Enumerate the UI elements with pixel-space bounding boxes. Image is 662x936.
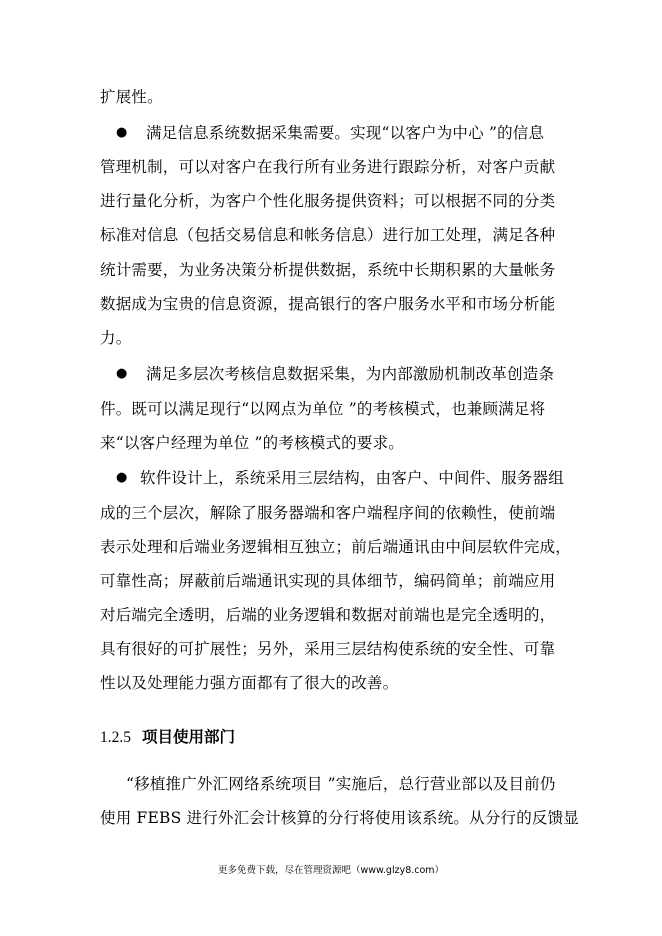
text-line: 表示处理和后端业务逻辑相互独立；前后端通讯由中间层软件完成，: [100, 538, 572, 556]
text-line: 统计需要，为业务决策分析提供数据，系统中长期积累的大量帐务: [100, 261, 556, 279]
text-line: 标准对信息（包括交易信息和帐务信息）进行加工处理，满足各种: [100, 226, 556, 244]
text-line: 管理机制，可以对客户在我行所有业务进行跟踪分析，对客户贡献: [100, 158, 556, 176]
text-line: “移植推广外汇网络系统项目 ”实施后，总行营业部以及目前仍: [126, 775, 556, 793]
section-number: 1.2.5: [100, 729, 131, 746]
section-heading: [100, 727, 235, 748]
bullet-icon: ●: [116, 125, 128, 140]
text-line: 扩展性。: [100, 88, 163, 106]
bullet-icon: ●: [116, 366, 128, 381]
text-line: 来“以客户经理为单位 ”的考核模式的要求。: [100, 434, 404, 452]
page-footer: 更多免费下载，尽在管理资源吧（www.glzy8.com）: [217, 865, 445, 876]
text-line: 使用 FEBS 进行外汇会计核算的分行将使用该系统。从分行的反馈显: [100, 809, 580, 827]
text-line: 数据成为宝贵的信息资源，提高银行的客户服务水平和市场分析能: [100, 295, 556, 313]
text-line: 满足信息系统数据采集需要。实现“以客户为中心 ”的信息: [146, 124, 545, 142]
text-line: 满足多层次考核信息数据采集，为内部激励机制改革创造条: [146, 365, 555, 383]
section-title: 项目使用部门: [141, 728, 235, 746]
text-line: 进行量化分析，为客户个性化服务提供资料；可以根据不同的分类: [100, 192, 556, 210]
text-line: 可靠性高；屏蔽前后端通讯实现的具体细节，编码简单；前端应用: [100, 572, 556, 590]
text-line: 软件设计上，系统采用三层结构，由客户、中间件、服务器组: [140, 469, 564, 487]
text-line: 力。: [100, 329, 132, 347]
text-line: 件。既可以满足现行“以网点为单位 ”的考核模式，也兼顾满足将: [100, 400, 546, 418]
text-line: 对后端完全透明，后端的业务逻辑和数据对前端也是完全透明的，: [100, 606, 556, 624]
text-line: 成的三个层次，解除了服务器端和客户端程序间的依赖性，使前端: [100, 504, 556, 522]
bullet-icon: ●: [116, 470, 128, 485]
text-line: 具有很好的可扩展性；另外，采用三层结构使系统的安全性、可靠: [100, 640, 556, 658]
text-line: 性以及处理能力强方面都有了很大的改善。: [100, 674, 399, 692]
